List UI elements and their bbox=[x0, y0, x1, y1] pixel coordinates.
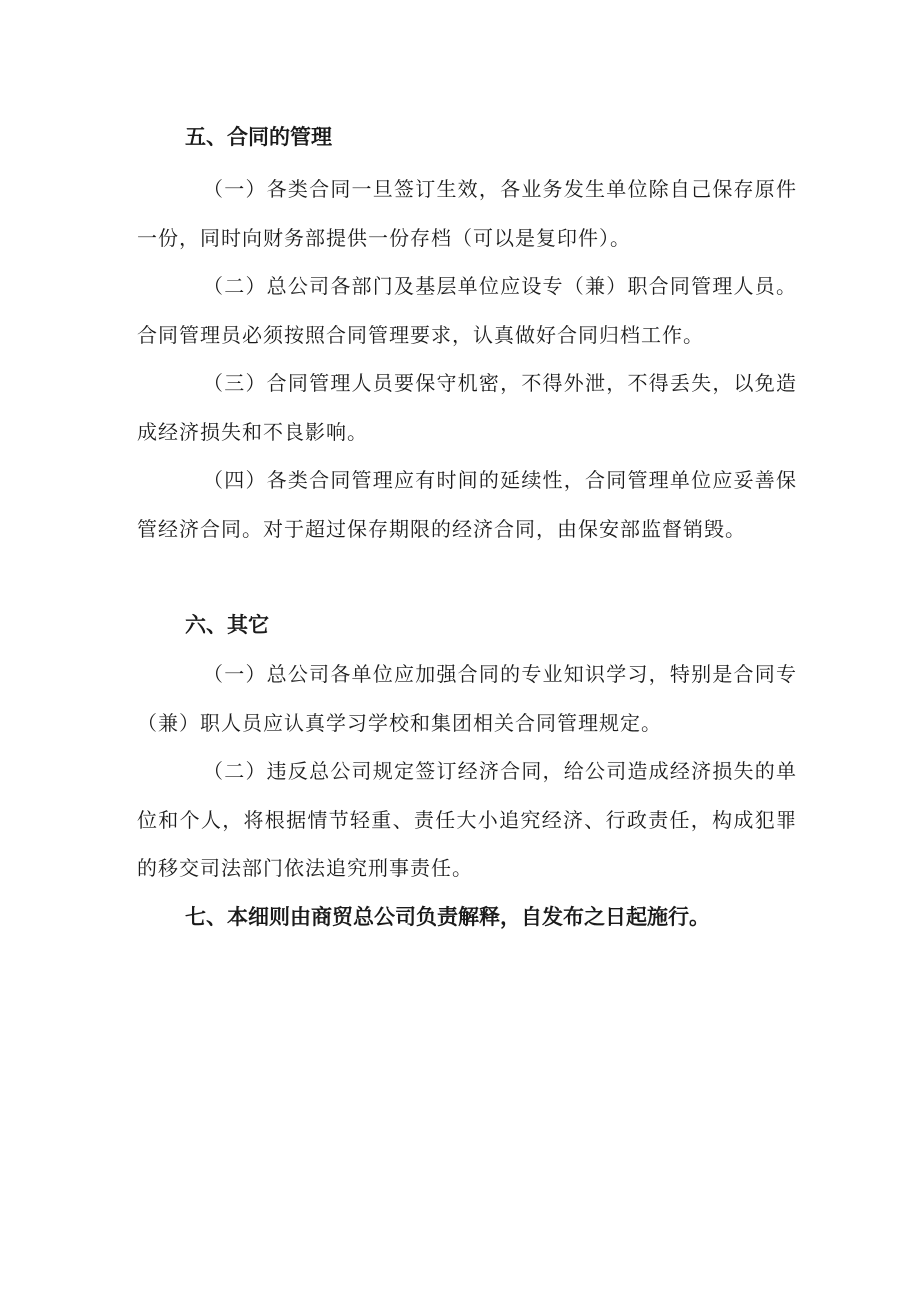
section-7-heading: 七、本细则由商贸总公司负责解释，自发布之日起施行。 bbox=[185, 905, 710, 929]
section-5-item-3: （三）合同管理人员要保守机密，不得外泄，不得丢失，以免造成经济损失和不良影响。 bbox=[137, 371, 797, 444]
section-5-item-4: （四）各类合同管理应有时间的延续性，合同管理单位应妥善保管经济合同。对于超过保存期限的经济合同，由保安部监督销毁。 bbox=[137, 468, 797, 541]
section-6-item-2: （二）违反总公司规定签订经济合同，给公司造成经济损失的单位和个人，将根据情节轻重、责任大小追究经济、行政责任，构成犯罪的移交司法部门依法追究刑事责任。 bbox=[137, 759, 797, 880]
section-5-heading: 五、合同的管理 bbox=[185, 125, 332, 149]
section-6-heading: 六、其它 bbox=[185, 613, 269, 637]
section-6-item-1: （一）总公司各单位应加强合同的专业知识学习，特别是合同专（兼）职人员应认真学习学校和集团相关合同管理规定。 bbox=[137, 662, 797, 735]
section-5-item-2: （二）总公司各部门及基层单位应设专（兼）职合同管理人员。合同管理员必须按照合同管理要求，认真做好合同归档工作。 bbox=[137, 274, 797, 347]
section-5-item-1: （一）各类合同一旦签订生效，各业务发生单位除自己保存原件一份，同时向财务部提供一份存档（可以是复印件）。 bbox=[137, 177, 797, 250]
